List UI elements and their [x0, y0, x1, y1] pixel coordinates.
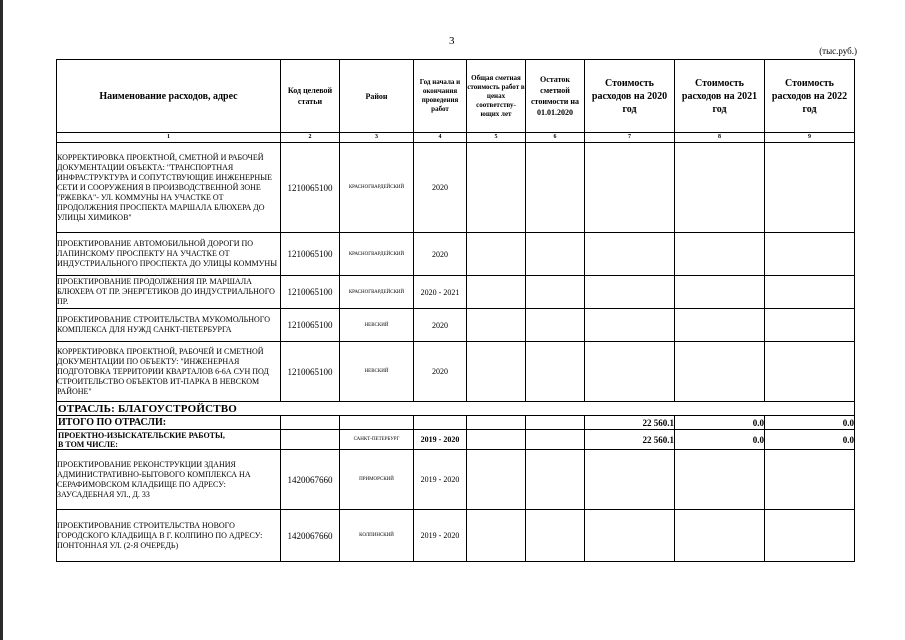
row-name: ПРОЕКТИРОВАНИЕ СТРОИТЕЛЬСТВА НОВОГО ГОРОДСКОГО КЛАДБИЩА В Г. КОЛПИНО ПО АДРЕСУ: ПОНТОННАЯ УЛ. (2-Я ОЧЕРЕДЬ) — [57, 510, 281, 562]
column-number: 5 — [467, 133, 526, 143]
total-label: ИТОГО ПО ОТРАСЛИ: — [57, 416, 281, 430]
row-code: 1420067660 — [281, 510, 340, 562]
row-years: 2020 — [414, 143, 467, 233]
row-name: КОРРЕКТИРОВКА ПРОЕКТНОЙ, РАБОЧЕЙ И СМЕТНОЙ ДОКУМЕНТАЦИИ ПО ОБЪЕКТУ: "ИНЖЕНЕРНАЯ ПОДГОТОВКА ТЕРРИТОРИИ КВАРТАЛОВ 6-6А СУН ПОД СТРОИТЕЛЬСТВО ОБЪЕКТОВ ИТ-ПАРКА В НЕВСКОМ РАЙОНЕ" — [57, 342, 281, 402]
row-district: КРАСНОГВАРДЕЙСКИЙ — [340, 233, 414, 276]
subtotal-row — [57, 430, 855, 450]
subtotal-label-line1: ПРОЕКТНО-ИЗЫСКАТЕЛЬСКИЕ РАБОТЫ, — [58, 430, 225, 440]
row-district: КОЛПИНСКИЙ — [340, 510, 414, 562]
row-district: КРАСНОГВАРДЕЙСКИЙ — [340, 143, 414, 233]
table-row — [57, 276, 855, 309]
row-name: ПРОЕКТИРОВАНИЕ ПРОДОЛЖЕНИЯ ПР. МАРШАЛА БЛЮХЕРА ОТ ПР. ЭНЕРГЕТИКОВ ДО ИНДУСТРИАЛЬНОГО ПР. — [57, 276, 281, 309]
column-number: 4 — [414, 133, 467, 143]
row-district: КРАСНОГВАРДЕЙСКИЙ — [340, 276, 414, 309]
row-district: НЕВСКИЙ — [340, 309, 414, 342]
subtotal-label-line2: В ТОМ ЧИСЛЕ: — [58, 439, 118, 449]
table-row — [57, 233, 855, 276]
row-years: 2020 — [414, 309, 467, 342]
column-number: 6 — [526, 133, 585, 143]
row-code: 1210065100 — [281, 309, 340, 342]
column-number: 7 — [585, 133, 675, 143]
column-number: 9 — [765, 133, 855, 143]
subtotal-2020: 22 560.1 — [585, 430, 675, 450]
subtotal-label — [57, 430, 281, 450]
subtotal-district: САНКТ-ПЕТЕРБУРГ — [340, 430, 414, 450]
total-2021: 0.0 — [675, 416, 765, 430]
row-code: 1210065100 — [281, 143, 340, 233]
total-2020: 22 560.1 — [585, 416, 675, 430]
row-code: 1210065100 — [281, 342, 340, 402]
table-row — [57, 309, 855, 342]
header-total-cost: Общая сметная стоимость работ в ценах соответству-ющих лет — [467, 60, 526, 133]
row-years: 2019 - 2020 — [414, 510, 467, 562]
total-2022: 0.0 — [765, 416, 855, 430]
subtotal-2021: 0.0 — [675, 430, 765, 450]
column-number: 1 — [57, 133, 281, 143]
subtotal-years: 2019 - 2020 — [414, 430, 467, 450]
total-row — [57, 416, 855, 430]
header-code: Код целевой статьи — [281, 60, 340, 133]
units-label: (тыс.руб.) — [819, 46, 857, 56]
row-name: ПРОЕКТИРОВАНИЕ СТРОИТЕЛЬСТВА МУКОМОЛЬНОГО КОМПЛЕКСА ДЛЯ НУЖД САНКТ-ПЕТЕРБУРГА — [57, 309, 281, 342]
header-cost-2020: Стоимость расходов на 2020 год — [585, 60, 675, 133]
row-code: 1210065100 — [281, 276, 340, 309]
header-cost-2022: Стоимость расходов на 2022 год — [765, 60, 855, 133]
header-cost-2021: Стоимость расходов на 2021 год — [675, 60, 765, 133]
row-years: 2020 - 2021 — [414, 276, 467, 309]
table-row — [57, 342, 855, 402]
budget-table — [56, 59, 855, 562]
column-number: 2 — [281, 133, 340, 143]
section-title: ОТРАСЛЬ: БЛАГОУСТРОЙСТВО — [57, 402, 855, 416]
scan-edge — [0, 0, 3, 640]
header-row — [57, 60, 855, 133]
column-number: 8 — [675, 133, 765, 143]
row-name: КОРРЕКТИРОВКА ПРОЕКТНОЙ, СМЕТНОЙ И РАБОЧЕЙ ДОКУМЕНТАЦИИ ОБЪЕКТА: "ТРАНСПОРТНАЯ ИНФРАСТРУКТУРА И СОПУТСТВУЮЩИЕ ИНЖЕНЕРНЫЕ СЕТИ И СООРУЖЕНИЯ В ПРОИЗВОДСТВЕННОЙ ЗОНЕ "РЖЕВКА"- УЛ. КОММУНЫ НА УЧАСТКЕ ОТ ПРОДОЛЖЕНИЯ ПРОСПЕКТА МАРШАЛА БЛЮХЕРА ДО УЛИЦЫ ХИМИКОВ" — [57, 143, 281, 233]
table-row — [57, 450, 855, 510]
header-remaining-cost: Остаток сметной стоимости на 01.01.2020 — [526, 60, 585, 133]
column-number: 3 — [340, 133, 414, 143]
row-years: 2020 — [414, 233, 467, 276]
row-district: ПРИМОРСКИЙ — [340, 450, 414, 510]
header-name: Наименование расходов, адрес — [57, 60, 281, 133]
section-row — [57, 402, 855, 416]
row-code: 1420067660 — [281, 450, 340, 510]
row-district: НЕВСКИЙ — [340, 342, 414, 402]
table-row — [57, 143, 855, 233]
row-name: ПРОЕКТИРОВАНИЕ АВТОМОБИЛЬНОЙ ДОРОГИ ПО ЛАПИНСКОМУ ПРОСПЕКТУ НА УЧАСТКЕ ОТ ИНДУСТРИАЛЬНОГО ПРОСПЕКТА ДО УЛИЦЫ КОММУНЫ — [57, 233, 281, 276]
row-years: 2020 — [414, 342, 467, 402]
row-code: 1210065100 — [281, 233, 340, 276]
page-number: 3 — [449, 35, 455, 47]
column-number-row — [57, 133, 855, 143]
row-name: ПРОЕКТИРОВАНИЕ РЕКОНСТРУКЦИИ ЗДАНИЯ АДМИНИСТРАТИВНО-БЫТОВОГО КОМПЛЕКСА НА СЕРАФИМОВСКОМ КЛАДБИЩЕ ПО АДРЕСУ: ЗАУСАДЕБНАЯ УЛ., Д. 33 — [57, 450, 281, 510]
table-row — [57, 510, 855, 562]
row-years: 2019 - 2020 — [414, 450, 467, 510]
header-district: Район — [340, 60, 414, 133]
subtotal-2022: 0.0 — [765, 430, 855, 450]
header-years: Год начала и окончания проведения работ — [414, 60, 467, 133]
